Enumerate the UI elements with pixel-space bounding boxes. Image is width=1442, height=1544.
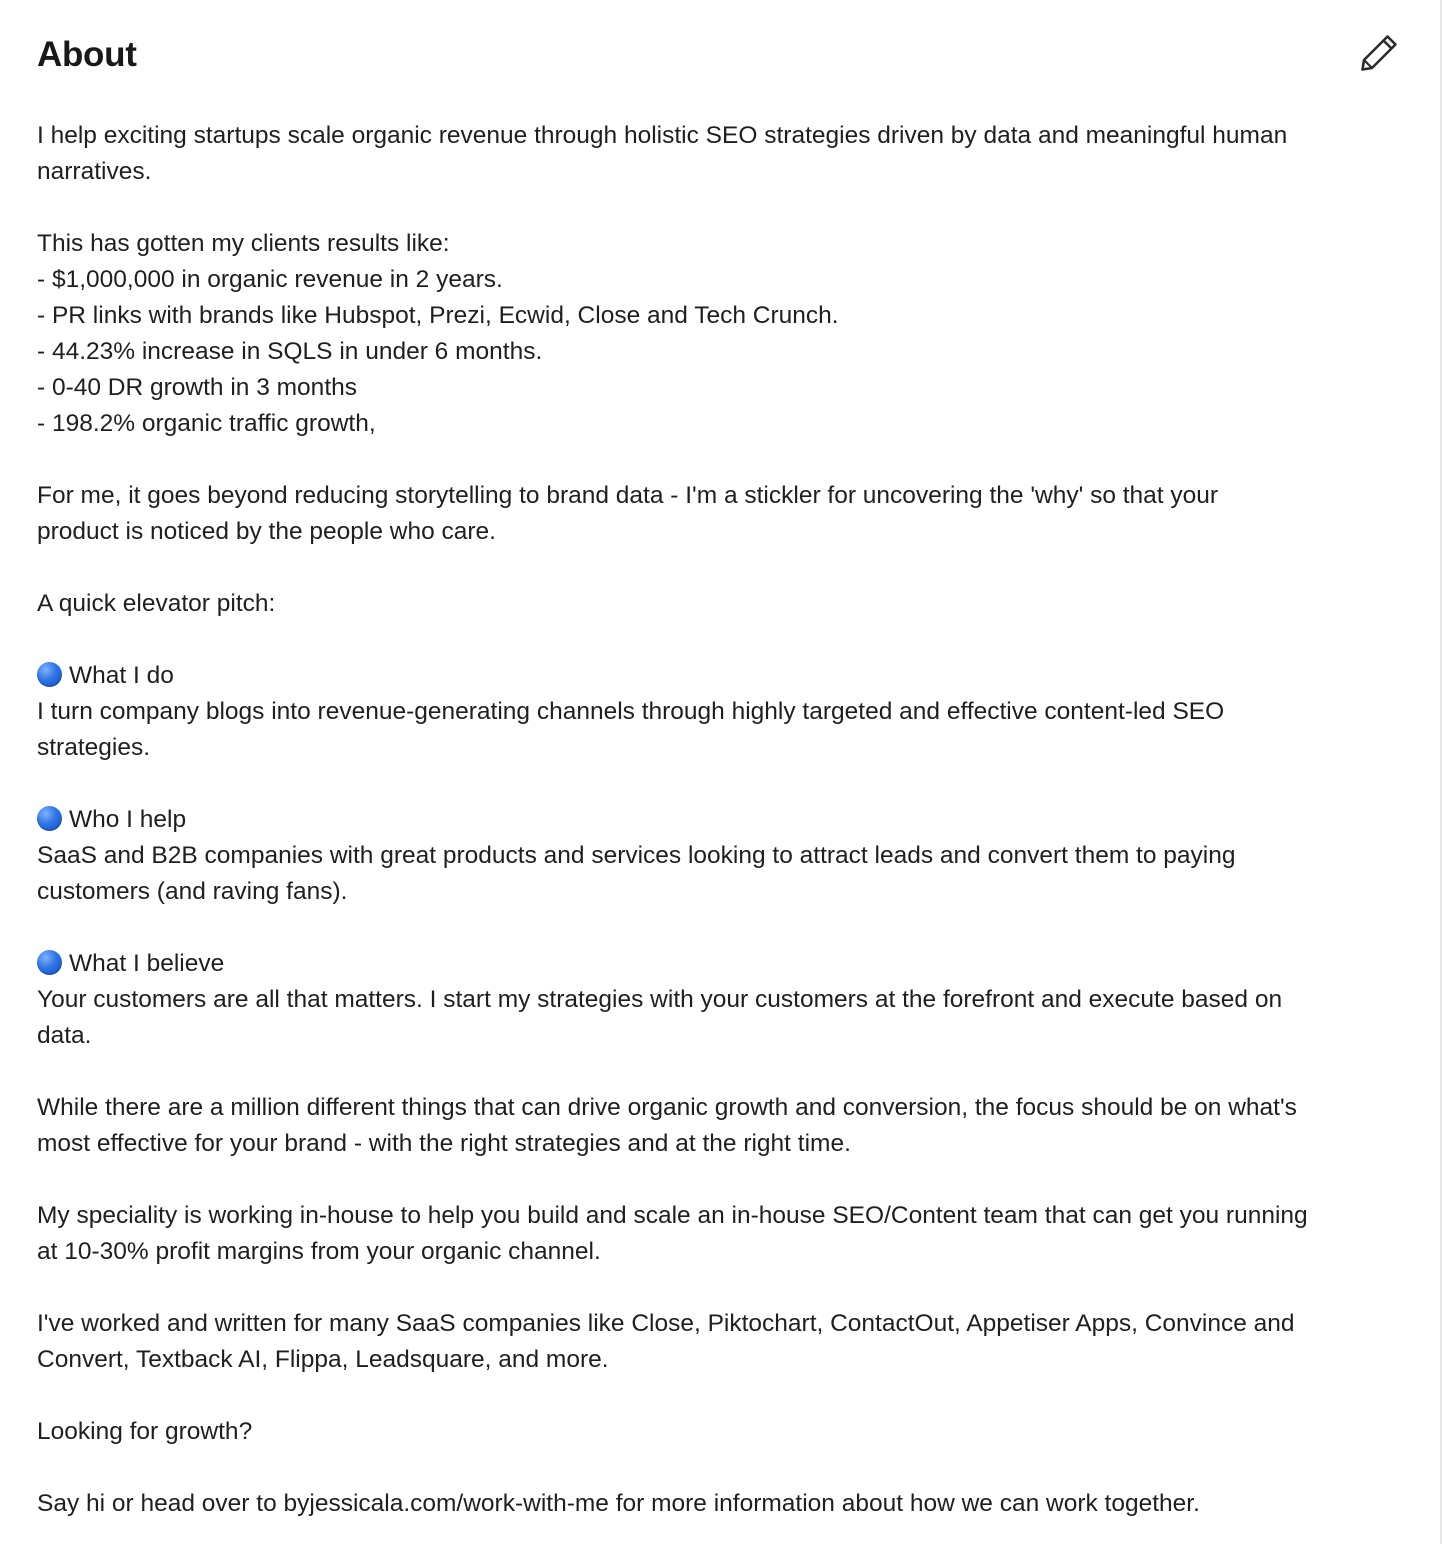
result-item: - 44.23% increase in SQLS in under 6 months.	[37, 338, 543, 365]
section-text-line-2: strategies.	[37, 734, 151, 761]
storytelling-line-2: product is noticed by the people who care.	[37, 518, 496, 545]
result-item: - 198.2% organic traffic growth,	[37, 410, 376, 437]
about-header	[37, 0, 1407, 112]
section-heading-what-i-do	[37, 658, 1407, 694]
result-item: - PR links with brands like Hubspot, Prezi, Ecwid, Close and Tech Crunch.	[37, 302, 839, 329]
section-text-line-2: customers (and raving fans).	[37, 878, 348, 905]
about-title: About	[37, 35, 137, 74]
growth-line-1: While there are a million different things that can drive organic growth and conversion, the focus should be on what's	[37, 1094, 1297, 1121]
clients-line-1: I've worked and written for many SaaS companies like Close, Piktochart, ContactOut, Appetiser Apps, Convince and	[37, 1310, 1295, 1337]
blue-circle-icon	[37, 950, 62, 975]
clients-line-2: Convert, Textback AI, Flippa, Leadsquare, and more.	[37, 1346, 609, 1373]
cta-text: Say hi or head over to byjessicala.com/work-with-me for more information about how we can work together.	[37, 1490, 1200, 1517]
pencil-icon	[1359, 33, 1399, 73]
storytelling-line-1: For me, it goes beyond reducing storytelling to brand data - I'm a stickler for uncovering the 'why' so that your	[37, 482, 1219, 509]
edit-about-button[interactable]	[1356, 30, 1402, 76]
result-item: - 0-40 DR growth in 3 months	[37, 374, 357, 401]
section-heading-what-i-believe	[37, 946, 1407, 982]
section-heading-label: What I believe	[69, 950, 225, 977]
section-text-line-1: Your customers are all that matters. I start my strategies with your customers at the forefront and execute based on	[37, 986, 1283, 1013]
intro-line-2: narratives.	[37, 158, 152, 185]
results-heading: This has gotten my clients results like:	[37, 230, 450, 257]
section-text-line-1: I turn company blogs into revenue-generating channels through highly targeted and effective content-led SEO	[37, 698, 1225, 725]
about-description	[37, 118, 1407, 1522]
about-section	[37, 0, 1407, 1517]
growth-line-2: most effective for your brand - with the right strategies and at the right time.	[37, 1130, 851, 1157]
section-text-line-1: SaaS and B2B companies with great products and services looking to attract leads and convert them to paying	[37, 842, 1236, 869]
speciality-line-2: at 10-30% profit margins from your organic channel.	[37, 1238, 601, 1265]
blue-circle-icon	[37, 662, 62, 687]
blue-circle-icon	[37, 806, 62, 831]
section-heading-label: What I do	[69, 662, 174, 689]
cta-question: Looking for growth?	[37, 1418, 253, 1445]
section-heading-label: Who I help	[69, 806, 187, 833]
result-item: - $1,000,000 in organic revenue in 2 years.	[37, 266, 503, 293]
intro-line-1: I help exciting startups scale organic revenue through holistic SEO strategies driven by data and meaningful human	[37, 122, 1288, 149]
section-text-line-2: data.	[37, 1022, 92, 1049]
pitch-intro: A quick elevator pitch:	[37, 590, 276, 617]
speciality-line-1: My speciality is working in-house to help you build and scale an in-house SEO/Content team that can get you running	[37, 1202, 1308, 1229]
section-heading-who-i-help	[37, 802, 1407, 838]
